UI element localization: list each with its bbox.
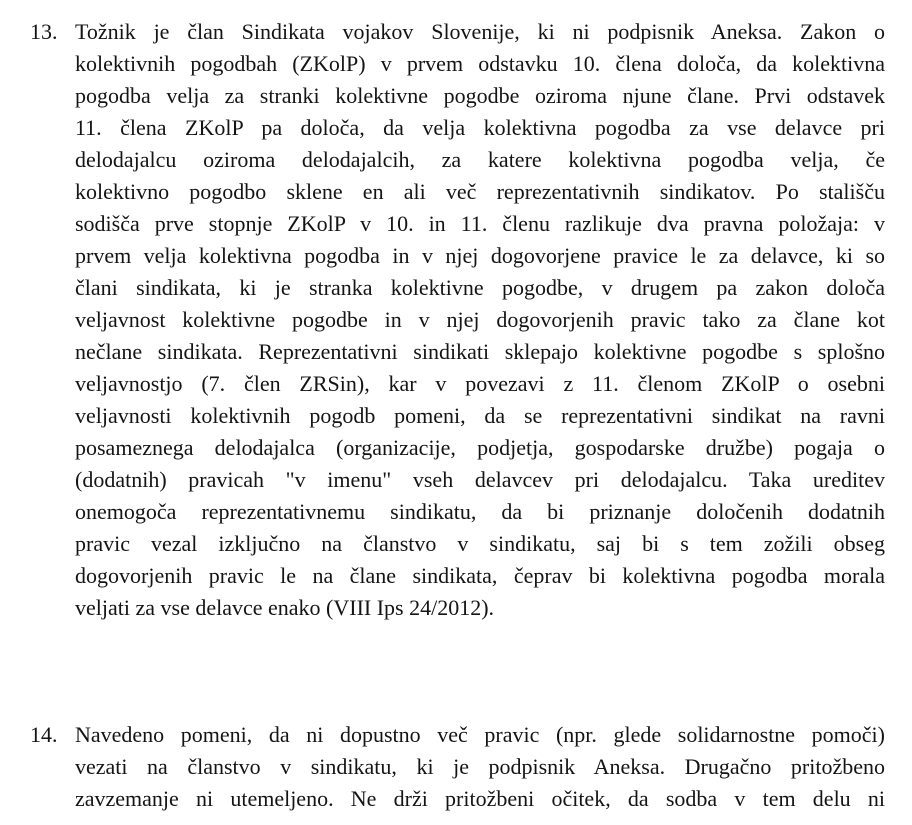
text-line: veljavnostjo (7. člen ZRSin), kar v povezavi z 11. členom ZKolP o osebni (75, 371, 885, 396)
text-line: posameznega delodajalca (organizacije, podjetja, gospodarske družbe) pogaja o (75, 435, 885, 460)
text-line: nečlane sindikata. Reprezentativni sindikati sklepajo kolektivne pogodbe s splošno (75, 339, 885, 364)
text-line: vezati na članstvo v sindikatu, ki je podpisnik Aneksa. Drugačno pritožbeno (75, 754, 885, 779)
text-line: zavzemanje ni utemeljeno. Ne drži pritožbeni očitek, da sodba v tem delu ni (75, 786, 885, 811)
text-line: pogodba velja za stranki kolektivne pogodbe oziroma njune člane. Prvi odstavek (75, 83, 885, 108)
text-line: delodajalcu oziroma delodajalcih, za katere kolektivna pogodba velja, če (75, 147, 885, 172)
text-line: Tožnik je član Sindikata vojakov Slovenije, ki ni podpisnik Aneksa. Zakon o (75, 19, 885, 44)
text-line: kolektivnih pogodbah (ZKolP) v prvem odstavku 10. člena določa, da kolektivna (75, 51, 885, 76)
text-line: onemogoča reprezentativnemu sindikatu, da bi priznanje določenih dodatnih (75, 499, 885, 524)
text-line: veljavnost kolektivne pogodbe in v njej dogovorjenih pravic tako za člane kot (75, 307, 885, 332)
text-line: (dodatnih) pravicah "v imenu" vseh delavcev pri delodajalcu. Taka ureditev (75, 467, 885, 492)
text-line: člani sindikata, ki je stranka kolektivne pogodbe, v drugem pa zakon določa (75, 275, 885, 300)
paragraph-text (75, 16, 885, 624)
text-line: sodišča prve stopnje ZKolP v 10. in 11. členu razlikuje dva pravna položaja: v (75, 211, 885, 236)
paragraph-number: 13. (30, 19, 58, 44)
text-line: prvem velja kolektivna pogodba in v njej dogovorjene pravice le za delavce, ki so (75, 243, 885, 268)
text-line: veljati za vse delavce enako (VIII Ips 24/2012). (75, 595, 495, 620)
text-line: dogovorjenih pravic le na člane sindikata, čeprav bi kolektivna pogodba morala (75, 563, 885, 588)
text-line: pravic vezal izključno na članstvo v sindikatu, saj bi s tem zožili obseg (75, 531, 885, 556)
paragraph-text (75, 719, 885, 815)
text-line: veljavnosti kolektivnih pogodb pomeni, da se reprezentativni sindikat na ravni (75, 403, 885, 428)
text-line: 11. člena ZKolP pa določa, da velja kolektivna pogodba za vse delavce pri (75, 115, 885, 140)
paragraph-number: 14. (30, 722, 58, 747)
text-line: kolektivno pogodbo sklene en ali več reprezentativnih sindikatov. Po stališču (75, 179, 885, 204)
text-line: Navedeno pomeni, da ni dopustno več pravic (npr. glede solidarnostne pomoči) (75, 722, 885, 747)
